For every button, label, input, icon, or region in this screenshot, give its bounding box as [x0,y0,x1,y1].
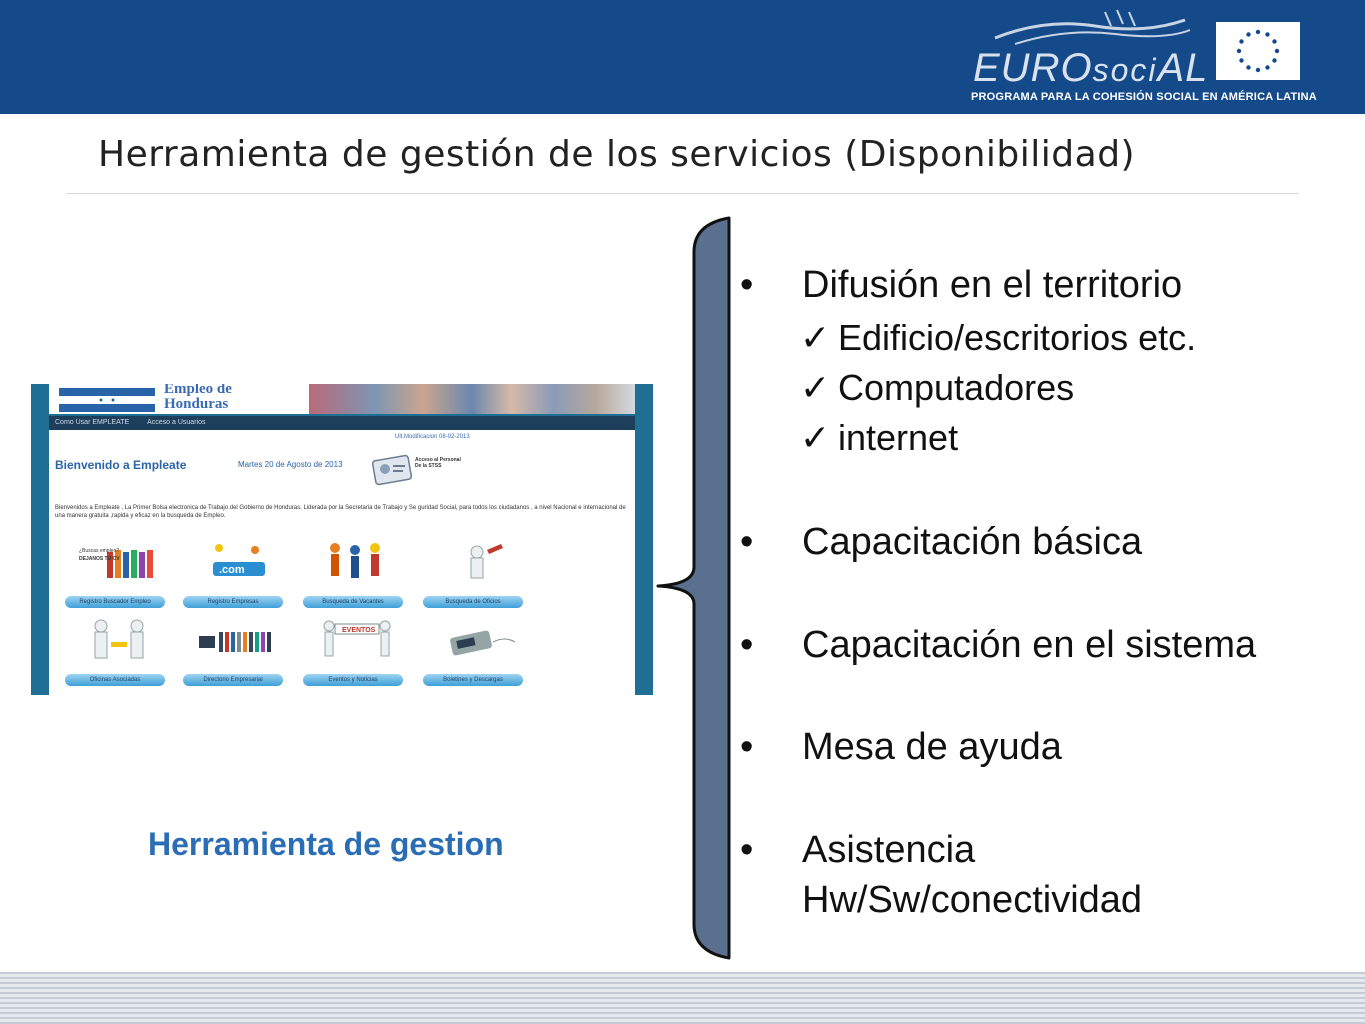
site-brand: Empleo de Honduras [164,384,232,412]
site-body [49,430,635,695]
tile-label[interactable]: Registro Buscador Empleo [65,596,165,608]
honduras-flag-icon [59,388,155,412]
bullet-dot: • [740,264,754,306]
wrench-figure-icon [435,538,519,588]
website-screenshot [31,384,653,695]
svg-text:¿Buscas empleo?: ¿Buscas empleo? [79,548,120,554]
people-crowd-icon [77,538,161,588]
tile-oficinas-asociadas[interactable] [65,616,175,688]
laptop-people-icon [195,616,279,666]
site-header-photo [309,384,635,414]
site-nav [49,416,635,430]
handshake-figures-icon [77,616,161,666]
tile-registro-empresas[interactable] [183,538,293,610]
tile-eventos-noticias[interactable] [303,616,413,688]
eurosocial-logo [955,8,1317,108]
com-figures-icon [195,538,279,588]
site-intro-text: Bienvenidos a Empleate , La Primer Bolsa electronica de Trabajo del Gobierno de Honduras, Liderada por la Secretaria de Trabajo y Se guridad Social, para todos los ciudadanos , a nivel Nacional e internacional de una manera gratuita ,rapida y eficaz en la busqueda de Empleo. [55,505,626,519]
screenshot-caption: Herramienta de gestion [148,826,504,862]
footer-band [0,972,1365,1024]
logo-swirl-icon [985,8,1195,48]
nav-acceso-usuarios[interactable]: Acceso a Usuarios [147,419,206,426]
site-welcome: Bienvenido a Empleate [55,458,187,472]
bullet-dot: • [740,829,754,871]
site-date: Martes 20 de Agosto de 2013 [238,460,343,469]
svg-text:DEJANOS TU CV: DEJANOS TU CV [79,556,120,562]
tile-directorio-empresarial[interactable] [183,616,293,688]
site-access-staff[interactable]: Acceso al Personal De la STSS [415,457,461,469]
checkmark-icon: ✓ [800,317,831,358]
id-card-icon[interactable] [371,452,413,486]
tile-label[interactable]: Busqueda de Oficios [423,596,523,608]
tile-busqueda-vacantes[interactable] [303,538,413,610]
tile-registro-buscador[interactable] [65,538,175,610]
download-device-icon [435,616,519,666]
svg-text:.com: .com [219,564,245,576]
tile-label[interactable]: Registro Empresas [183,596,283,608]
eu-stars-icon [1234,27,1282,75]
bullet-dot: • [740,521,754,563]
left-brace-shape [650,212,740,964]
tile-label[interactable]: Oficinas Asociadas [65,674,165,686]
slide-title: Herramienta de gestión de los servicios (Disponibilidad) [98,134,1136,175]
title-divider [66,193,1299,194]
bullet-dot: • [740,624,754,666]
site-last-modified: Ult.Modificacion 08-02-2013 [395,434,470,440]
tile-boletines-descargas[interactable] [423,616,533,688]
header-band [0,0,1365,114]
workers-icon [315,538,399,588]
nav-como-usar[interactable]: Como Usar EMPLEATE [55,419,130,426]
bullet-dot: • [740,726,754,768]
tile-label[interactable]: Busqueda de Vacantes [303,596,403,608]
tile-busqueda-oficios[interactable] [423,538,533,610]
checkmark-icon: ✓ [800,367,831,408]
eventos-banner-icon [315,616,399,666]
logo-tagline: PROGRAMA PARA LA COHESIÓN SOCIAL EN AMÉRICA LATINA [971,91,1317,103]
tile-label[interactable]: Boletines y Descargas [423,674,523,686]
logo-wordmark: EUROsociAL [973,46,1209,90]
tile-label[interactable]: Directorio Empresarial [183,674,283,686]
svg-text:EVENTOS: EVENTOS [342,627,376,634]
tile-label[interactable]: Eventos y Noticias [303,674,403,686]
checkmark-icon: ✓ [800,417,831,458]
site-banner [49,384,635,414]
eu-flag-icon [1216,22,1300,80]
